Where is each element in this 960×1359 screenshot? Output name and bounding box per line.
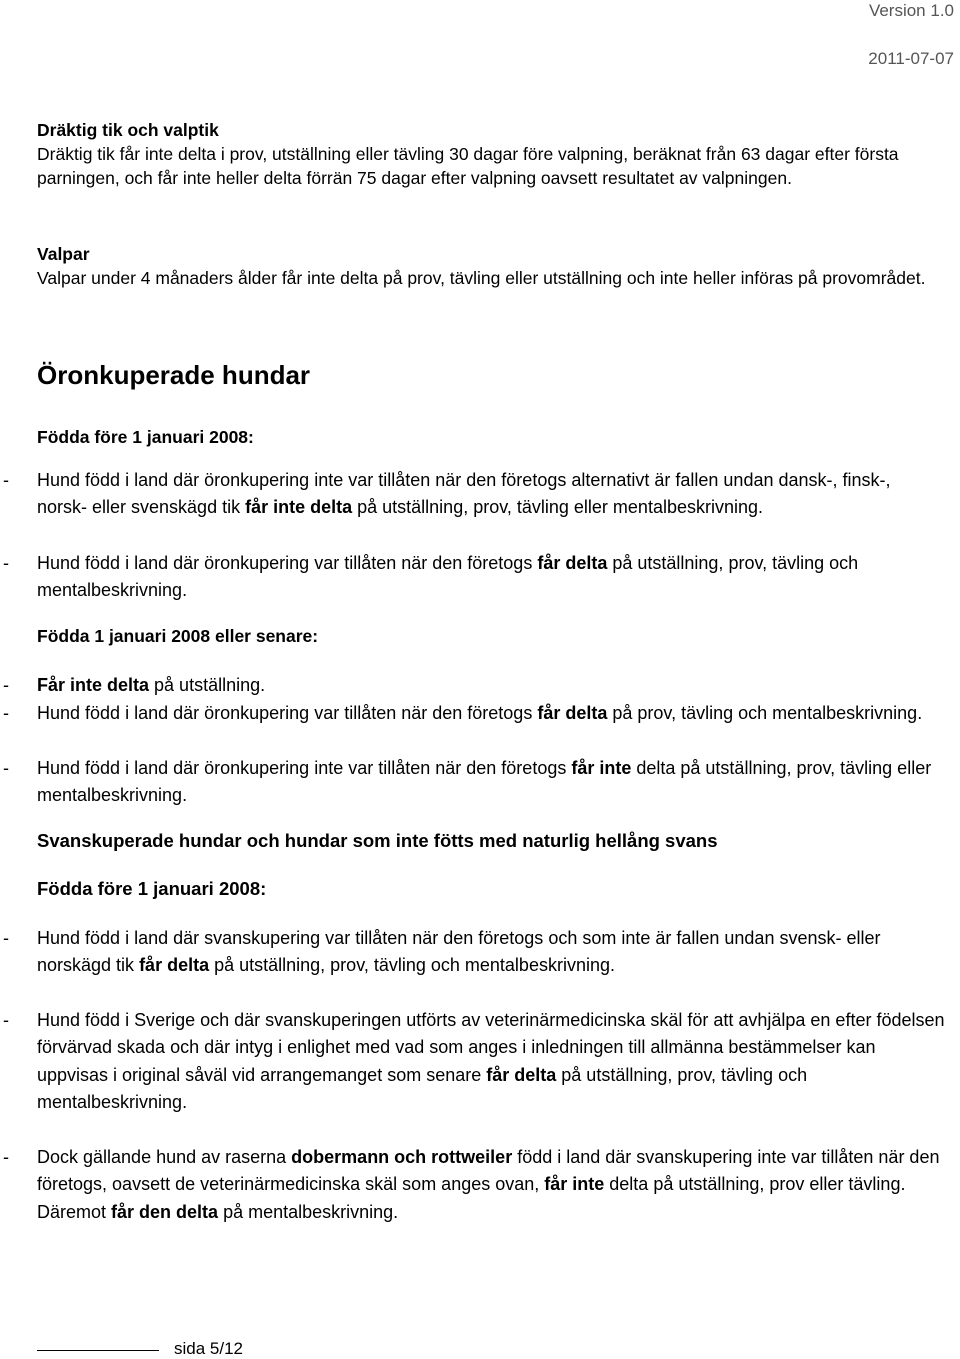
list-item: - Hund född i land där öronkupering inte var tillåten när den företogs alternativt är fallen undan dansk-, finsk-, norsk- eller svenskägd tik får inte delta på utställning, prov, tävling eller mentalbeskrivning. — [0, 467, 945, 522]
pregnant-title: Dräktig tik och valptik — [37, 120, 219, 140]
footer-divider — [37, 1350, 159, 1351]
list-dash: - — [3, 758, 9, 778]
pregnant-text: Dräktig tik får inte delta i prov, utställning eller tävling 30 dagar före valpning, beräknat från 63 dagar efter första parningen, och får inte heller delta förrän 75 dagar efter valpning oavsett resultatet av valpningen. — [37, 144, 899, 188]
tail-section-title: Svanskuperade hundar och hundar som inte fötts med naturlig hellång svans — [37, 830, 718, 851]
list-dash: - — [3, 553, 9, 573]
ear-after-heading: Födda 1 januari 2008 eller senare: — [37, 626, 319, 646]
list-dash: - — [3, 675, 9, 695]
ear-section-title: Öronkuperade hundar — [37, 360, 311, 390]
list-item: - Får inte delta på utställning. — [0, 672, 945, 699]
ear-before-heading: Födda före 1 januari 2008: — [37, 427, 254, 447]
puppies-section — [37, 242, 947, 290]
version-label: Version 1.0 — [868, 1, 954, 20]
page-number: sida 5/12 — [174, 1339, 243, 1358]
list-dash: - — [3, 1147, 9, 1167]
list-item: - Hund född i Sverige och där svanskuperingen utförts av veterinärmedicinska skäl för att avhjälpa en efter födelsen förvärvad skada och där intyg i enlighet med vad som anges i inledningen till allmänna bestämmelser kan uppvisas i original såväl vid arrangemanget som senare får delta på utställning, prov, tävling och mentalbeskrivning. — [0, 1007, 945, 1116]
list-item: - Hund född i land där svanskupering var tillåten när den företogs och som inte är fallen undan svensk- eller norskägd tik får delta på utställning, prov, tävling och mentalbeskrivning. — [0, 925, 945, 980]
list-dash: - — [3, 470, 9, 490]
tail-before-heading: Födda före 1 januari 2008: — [37, 878, 267, 899]
puppies-title: Valpar — [37, 244, 90, 264]
list-dash: - — [3, 928, 9, 948]
list-item: - Dock gällande hund av raserna dobermann och rottweiler född i land där svanskupering inte var tillåten när den företogs, oavsett de veterinärmedicinska skäl som anges ovan, får inte delta på utställning, prov eller tävling. Däremot får den delta på mentalbeskrivning. — [0, 1144, 945, 1226]
pregnant-section — [37, 118, 947, 190]
list-item: - Hund född i land där öronkupering var tillåten när den företogs får delta på utställning, prov, tävling och mentalbeskrivning. — [0, 550, 945, 605]
puppies-text: Valpar under 4 månaders ålder får inte delta på prov, tävling eller utställning och inte heller införas på provområdet. — [37, 268, 926, 288]
list-item: - Hund född i land där öronkupering var tillåten när den företogs får delta på prov, tävling och mentalbeskrivning. — [0, 700, 945, 727]
list-dash: - — [3, 703, 9, 723]
list-item: - Hund född i land där öronkupering inte var tillåten när den företogs får inte delta på utställning, prov, tävling eller mentalbeskrivning. — [0, 755, 945, 810]
date-label: 2011-07-07 — [868, 49, 954, 68]
list-dash: - — [3, 1010, 9, 1030]
